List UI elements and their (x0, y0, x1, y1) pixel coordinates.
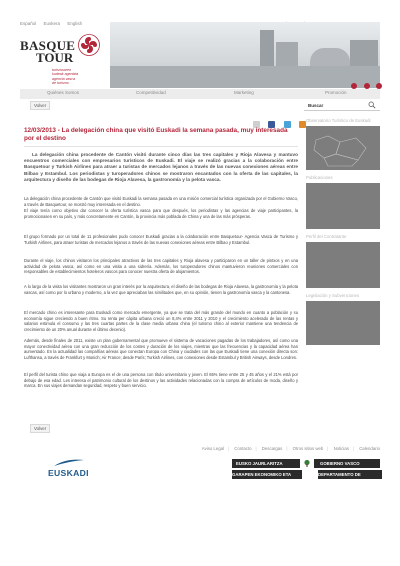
article-paragraph: El viaje tenía como objetivo dar conocer la oferta turística vasca para que después, los periodistas y las agencias de viaje participantes, la promocionasen en su país, y más concretamente en Cantón, la provincia más poblada de China y una de las más prósperas. (24, 208, 298, 219)
euskadi-wordmark: EUSKADI (48, 468, 89, 478)
profile-image[interactable] (306, 242, 380, 288)
article-paragraph: A lo largo de la visita los visitantes mostraron un gran interés por la arquitectura, el diseño de las bodegas de Rioja Alavesa, la gastronomía y la pelota vascas, así como por lo urbano y moderno, a la vez que apreciaban las similitudes que, en su opinión, tienen la gastronomía vasca y la cantonesa. (24, 284, 298, 295)
tagline-line: de turismo (52, 80, 69, 85)
lauburu-icon (78, 34, 100, 56)
lang-eu[interactable]: Euskera (43, 21, 61, 26)
search-icon[interactable] (368, 101, 376, 109)
footer-link-legal[interactable]: Aviso Legal (201, 446, 224, 451)
article-paragraph: Además, desde finales de 2011, existe un plan gubernamental que promueve el sistema de vacaciones pagadas de los trabajadores, así como una mayor conectividad aérea con una gran reducción de los costes y duración de los viajes, mientras que las frecuencias y la capacidad aérea han aumentado. En la actualidad las compañías aéreas que conectan Europa con China y ciudades con las que Euskadi tiene una conexión directa son: Lufthansa, a través de Frankfurt y Munich; Air France; desde París; Turkish Airlines, con conexiones desde Estambul y British Airways, desde Londres. (24, 338, 298, 360)
search-box[interactable] (304, 100, 380, 111)
gov-dept-es: DEPARTAMENTO DE DESARROLLO ECONÓMICO Y COMPETITIVIDAD (318, 472, 381, 495)
logo-text-line1: BASQUE (20, 38, 76, 53)
nav-item-marketing[interactable]: Marketing (234, 90, 254, 95)
tagline-line: turismoaren (52, 68, 71, 72)
logo-text-line2: TOUR (36, 50, 74, 65)
publications-image[interactable] (306, 183, 380, 229)
legislation-image[interactable] (306, 301, 380, 345)
article-paragraph: Durante el viaje, los chinos visitaron los principales atractivos de las tres capitales y Rioja alavesa y participaron en un taller de pintxos y en una actividad de pelota vasca, así como en una visita a una sidrería. Además, los turoperadores chinos mantuvieron reuniones comerciales con responsables de establecimientos hoteleros vascos para conocer nuestra oferta de alojamientos. (24, 258, 298, 275)
back-button-bottom[interactable]: Volver (30, 424, 50, 433)
lang-es[interactable]: Español (20, 21, 37, 26)
sidebar-publications-title[interactable]: Publicaciones (306, 175, 333, 180)
sidebar-observatory-title[interactable]: Observatorio Turístico de Euskadi (306, 118, 371, 123)
euskadi-logo[interactable] (48, 458, 89, 478)
footer-links: Aviso Legal | Contacto | Descargas | Otros sitios web | Noticias | Calendario (201, 446, 380, 451)
back-button[interactable]: Volver (30, 101, 50, 110)
article-paragraph: La delegación china procedente de Cantón que visitó Euskadi la semana pasada en una misión comercial turística organizada por el Gobierno Vasco, a través de Basquetour, se mostró muy interesada en el destino. (24, 196, 298, 207)
footer-link-downloads[interactable]: Descargas (261, 446, 283, 451)
banner-ground (110, 66, 380, 88)
footer-link-news[interactable]: Noticias (333, 446, 349, 451)
footer-link-calendar[interactable]: Calendario (359, 446, 380, 451)
article-lead: La delegación china procedente de Cantón visitó durante cinco días las tres capitales y Rioja Alavesa y mantuvo encuentros comerciales con empresarios turísticos de Euskadi. El viaje se realizó gracias a la colaboración entre Basquetour y Turkish Airlines para atraer a turistas de mercados lejanos a través de las nuevas conexiones aéreas entre Bilbao y Estambul. Los periodistas y turoperadores chinos se mostraron encantados con la oferta de las capitales, la arquitectura y diseño de las bodegas de Rioja Alavesa, la gastronomía y la pelota vasca. (24, 152, 298, 182)
article-paragraph: El perfil del turista chino que viaja a Europa es el de una persona con título universitario y joven. El 65% tiene entre 25 y 45 años y el 21% está por debajo de esa edad. Les interesa el patrimonio cultural de los destinos y las actividades relacionadas con la compra de artículos de moda, diseño y marca. En sus viajes demandan seguridad, respeto y buen servicio. (24, 372, 298, 389)
article-paragraph: El mercado chino es interesante para Euskadi como mercado emergente, ya que se trata del más grande del mundo en cuanto a población y su economía sigue creciendo a buen ritmo. Su renta per cápita urbana creció un 8,4% entre 2011 y 2010 y el crecimiento acelerado de las rentas y salarios estimula el consumo y las tres cuartas partes de la clase media urbana china (el turismo chino al exterior mantiene una tendencia de crecimiento de un 20% anual durante el último decenio). (24, 310, 298, 332)
tagline-line: agencia vasca (52, 76, 75, 81)
gov-name-es: GOBIERNO VASCO (320, 461, 360, 466)
nav-item-competitiveness[interactable]: Competitividad (136, 90, 166, 95)
lang-en[interactable]: English (67, 21, 83, 26)
sidebar-profile-title[interactable]: Perfil del Contratante (306, 234, 347, 239)
article-paragraph: El grupo formado por un total de 11 profesionales pudo conocer Euskadi gracias a la colaboración entre Basquetour- Agencia Vasca de Turismo y Turkish Airlines, para atraer turistas de mercados lejanos a través de las nuevas conexiones aéreas entre Bilbao y Estambul. (24, 234, 298, 245)
nav-item-about[interactable]: Quiénes Somos (47, 90, 80, 95)
logo-tagline (52, 68, 78, 85)
nav-item-promotion[interactable]: Promoción (325, 90, 347, 95)
euskadi-swoosh-icon (52, 458, 86, 468)
observatory-map-image[interactable] (306, 126, 380, 170)
footer-link-other-sites[interactable]: Otros sitios web (292, 446, 324, 451)
footer-link-contact[interactable]: Contacto (234, 446, 252, 451)
tree-emblem-icon (300, 459, 314, 468)
header-banner-image (110, 22, 380, 88)
headline-divider (24, 146, 298, 147)
article-headline: 12/03/2013 - La delegación china que visitó Euskadi la semana pasada, muy interesada por el destino (24, 127, 288, 142)
gov-dept-eu: GARAPEN EKONOMIKO ETA LEHIAKORTASUN SAILA (232, 470, 302, 479)
gov-name-eu: EUSKO JAURLARITZA (236, 461, 283, 466)
basque-government-logo[interactable] (232, 459, 380, 468)
language-selector (20, 21, 88, 26)
sidebar-legislation-title[interactable]: Legislación y Subvenciones (306, 293, 360, 298)
tagline-line: kudeak agentzia (52, 72, 79, 77)
search-label: Buscar (308, 103, 324, 108)
map-graphic (306, 126, 380, 170)
